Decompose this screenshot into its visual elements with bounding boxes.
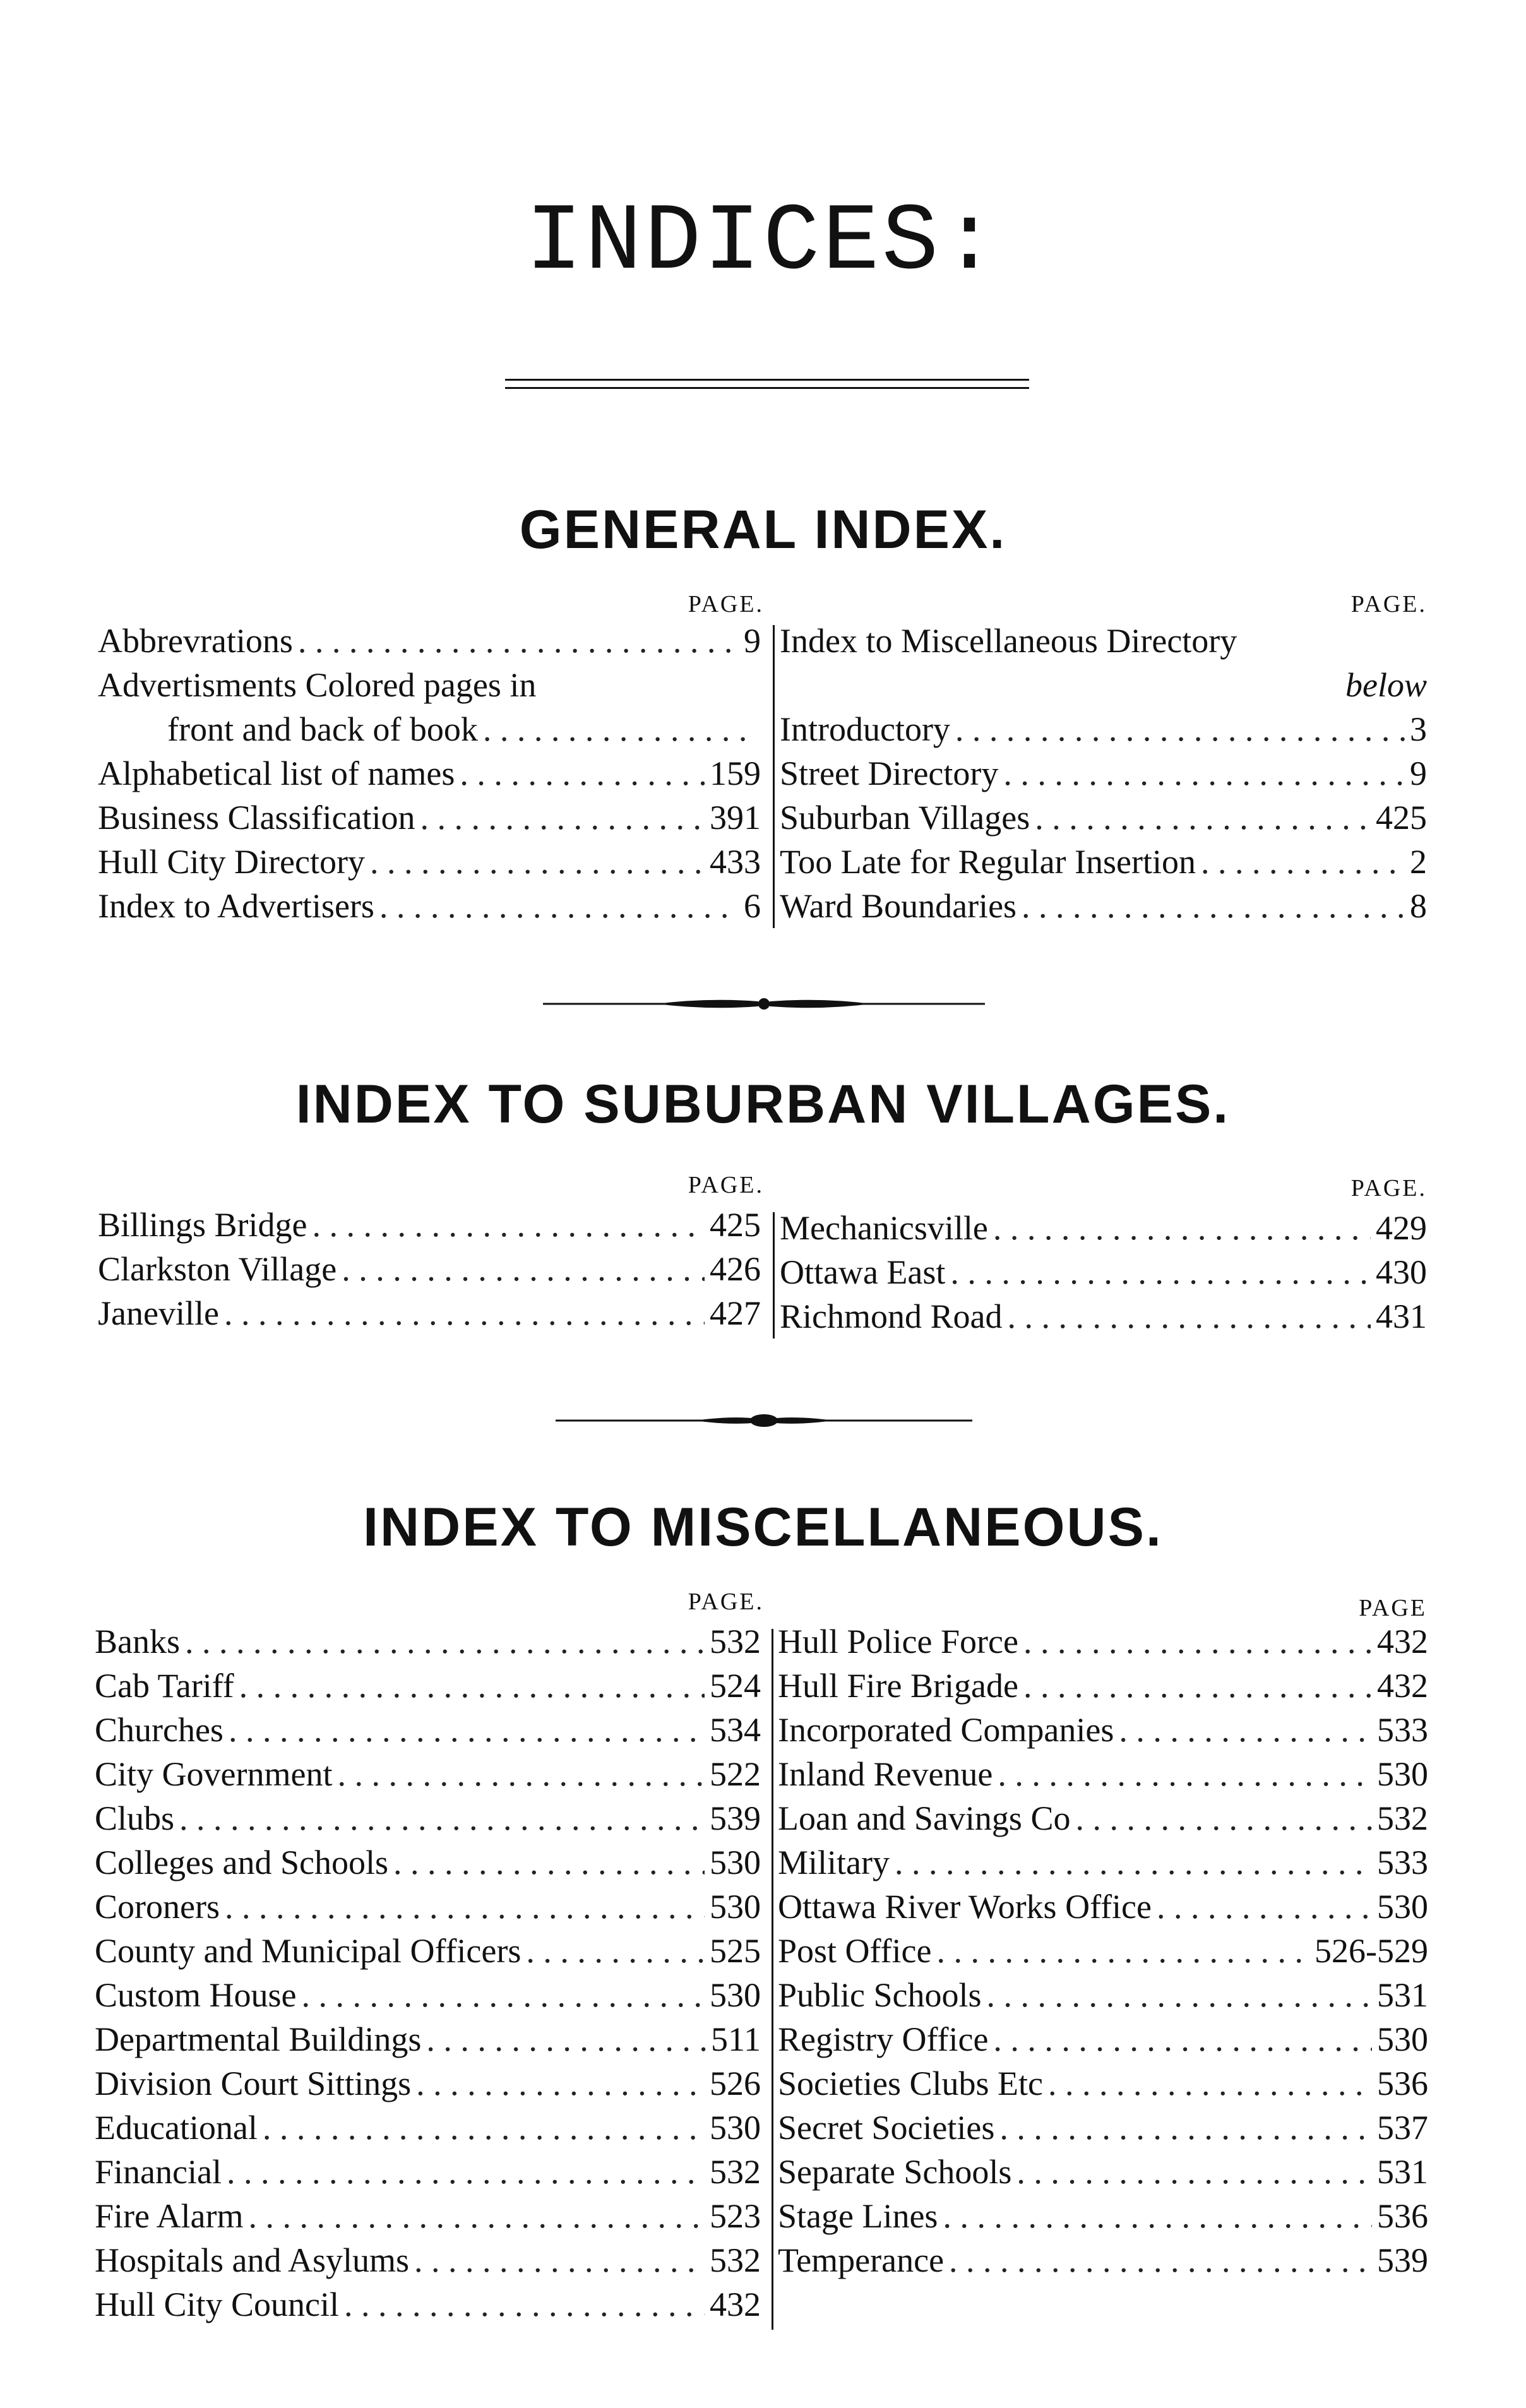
list-item: Churches . . . 534 bbox=[95, 1708, 761, 1752]
list-item: Alphabetical list of names . . . 159 bbox=[98, 751, 761, 796]
list-item: Too Late for Regular Insertion . . . 2 bbox=[780, 840, 1427, 884]
list-item: Hull City Council . . . 432 bbox=[95, 2282, 761, 2327]
list-item: Billings Bridge . . . 425 bbox=[98, 1203, 761, 1247]
suburban-index-right-column bbox=[780, 1206, 1427, 1338]
list-item: Secret Societies . . . 537 bbox=[778, 2106, 1428, 2150]
list-item: Custom House . . . 530 bbox=[95, 1973, 761, 2017]
list-item-continuation: below bbox=[1345, 666, 1427, 704]
misc-left-page-label: PAGE. bbox=[688, 1588, 764, 1615]
suburban-left-page-label: PAGE. bbox=[688, 1172, 764, 1198]
list-item: Separate Schools . . . 531 bbox=[778, 2150, 1428, 2194]
misc-index-left-column bbox=[95, 1619, 761, 2327]
list-item: Ward Boundaries . . . 8 bbox=[780, 884, 1427, 928]
list-item: Ottawa River Works Office . . . 530 bbox=[778, 1885, 1428, 1929]
list-item: City Government . . . 522 bbox=[95, 1752, 761, 1796]
general-index-left-column bbox=[98, 619, 761, 928]
list-item: Cab Tariff . . . 524 bbox=[95, 1664, 761, 1708]
general-column-divider bbox=[773, 625, 775, 928]
list-item: Street Directory . . . 9 bbox=[780, 751, 1427, 796]
list-item: Fire Alarm . . . 523 bbox=[95, 2194, 761, 2238]
list-item: Index to Miscellaneous Directory bbox=[780, 622, 1237, 660]
ornamental-divider bbox=[556, 1408, 972, 1433]
list-item: Clarkston Village . . . 426 bbox=[98, 1247, 761, 1291]
list-item: Index to Advertisers . . . 6 bbox=[98, 884, 761, 928]
suburban-index-left-column bbox=[98, 1203, 761, 1335]
list-item: Hospitals and Asylums . . . 532 bbox=[95, 2238, 761, 2282]
suburban-index-heading: INDEX TO SUBURBAN VILLAGES. bbox=[295, 1074, 1231, 1135]
list-item: Temperance . . . 539 bbox=[778, 2238, 1428, 2282]
title-double-rule bbox=[505, 379, 1029, 389]
list-item: Division Court Sittings . . . 526 bbox=[95, 2061, 761, 2106]
list-item: Suburban Villages . . . 425 bbox=[780, 796, 1427, 840]
misc-column-divider bbox=[772, 1629, 773, 2330]
list-item: Societies Clubs Etc . . . 536 bbox=[778, 2061, 1428, 2106]
list-item: Introductory . . . 3 bbox=[780, 707, 1427, 751]
list-item: Abbrevrations . . . 9 bbox=[98, 619, 761, 663]
list-item: Ottawa East . . . 430 bbox=[780, 1250, 1427, 1294]
general-index-right-column bbox=[780, 619, 1427, 928]
list-item: Public Schools . . . 531 bbox=[778, 1973, 1428, 2017]
list-item: County and Municipal Officers . . . 525 bbox=[95, 1929, 761, 1973]
list-item: Mechanicsville . . . 429 bbox=[780, 1206, 1427, 1250]
list-item: Advertisments Colored pages in bbox=[98, 666, 537, 704]
list-item: front and back of book . . . bbox=[98, 707, 761, 751]
list-item: Banks . . . 532 bbox=[95, 1619, 761, 1664]
suburban-column-divider bbox=[773, 1212, 775, 1338]
list-item: Registry Office . . . 530 bbox=[778, 2017, 1428, 2061]
list-item: Post Office . . . 526-529 bbox=[778, 1929, 1428, 1973]
list-item: Coroners . . . 530 bbox=[95, 1885, 761, 1929]
list-item: Hull City Directory . . . 433 bbox=[98, 840, 761, 884]
misc-index-right-column bbox=[778, 1619, 1428, 2282]
ornamental-divider bbox=[543, 991, 985, 1016]
misc-right-page-label: PAGE bbox=[1359, 1595, 1427, 1621]
list-item: Hull Fire Brigade . . . 432 bbox=[778, 1664, 1428, 1708]
general-left-page-label: PAGE. bbox=[688, 591, 764, 617]
list-item: Departmental Buildings . . . 511 bbox=[95, 2017, 761, 2061]
list-item: Janeville . . . 427 bbox=[98, 1291, 761, 1335]
list-item: Educational . . . 530 bbox=[95, 2106, 761, 2150]
list-item: Colleges and Schools . . . 530 bbox=[95, 1840, 761, 1885]
list-item: Financial . . . 532 bbox=[95, 2150, 761, 2194]
general-index-heading: GENERAL INDEX. bbox=[519, 499, 1007, 560]
list-item: Incorporated Companies . . . 533 bbox=[778, 1708, 1428, 1752]
list-item: Loan and Savings Co . . . 532 bbox=[778, 1796, 1428, 1840]
list-item: Clubs . . . 539 bbox=[95, 1796, 761, 1840]
suburban-right-page-label: PAGE. bbox=[1350, 1175, 1427, 1201]
list-item: Richmond Road . . . 431 bbox=[780, 1294, 1427, 1338]
list-item: Hull Police Force . . . 432 bbox=[778, 1619, 1428, 1664]
list-item: Business Classification . . . 391 bbox=[98, 796, 761, 840]
list-item: Inland Revenue . . . 530 bbox=[778, 1752, 1428, 1796]
list-item: Stage Lines . . . 536 bbox=[778, 2194, 1428, 2238]
page-title: INDICES: bbox=[525, 189, 1001, 297]
list-item: Military . . . 533 bbox=[778, 1840, 1428, 1885]
general-right-page-label: PAGE. bbox=[1350, 591, 1427, 617]
misc-index-heading: INDEX TO MISCELLANEOUS. bbox=[363, 1497, 1163, 1558]
